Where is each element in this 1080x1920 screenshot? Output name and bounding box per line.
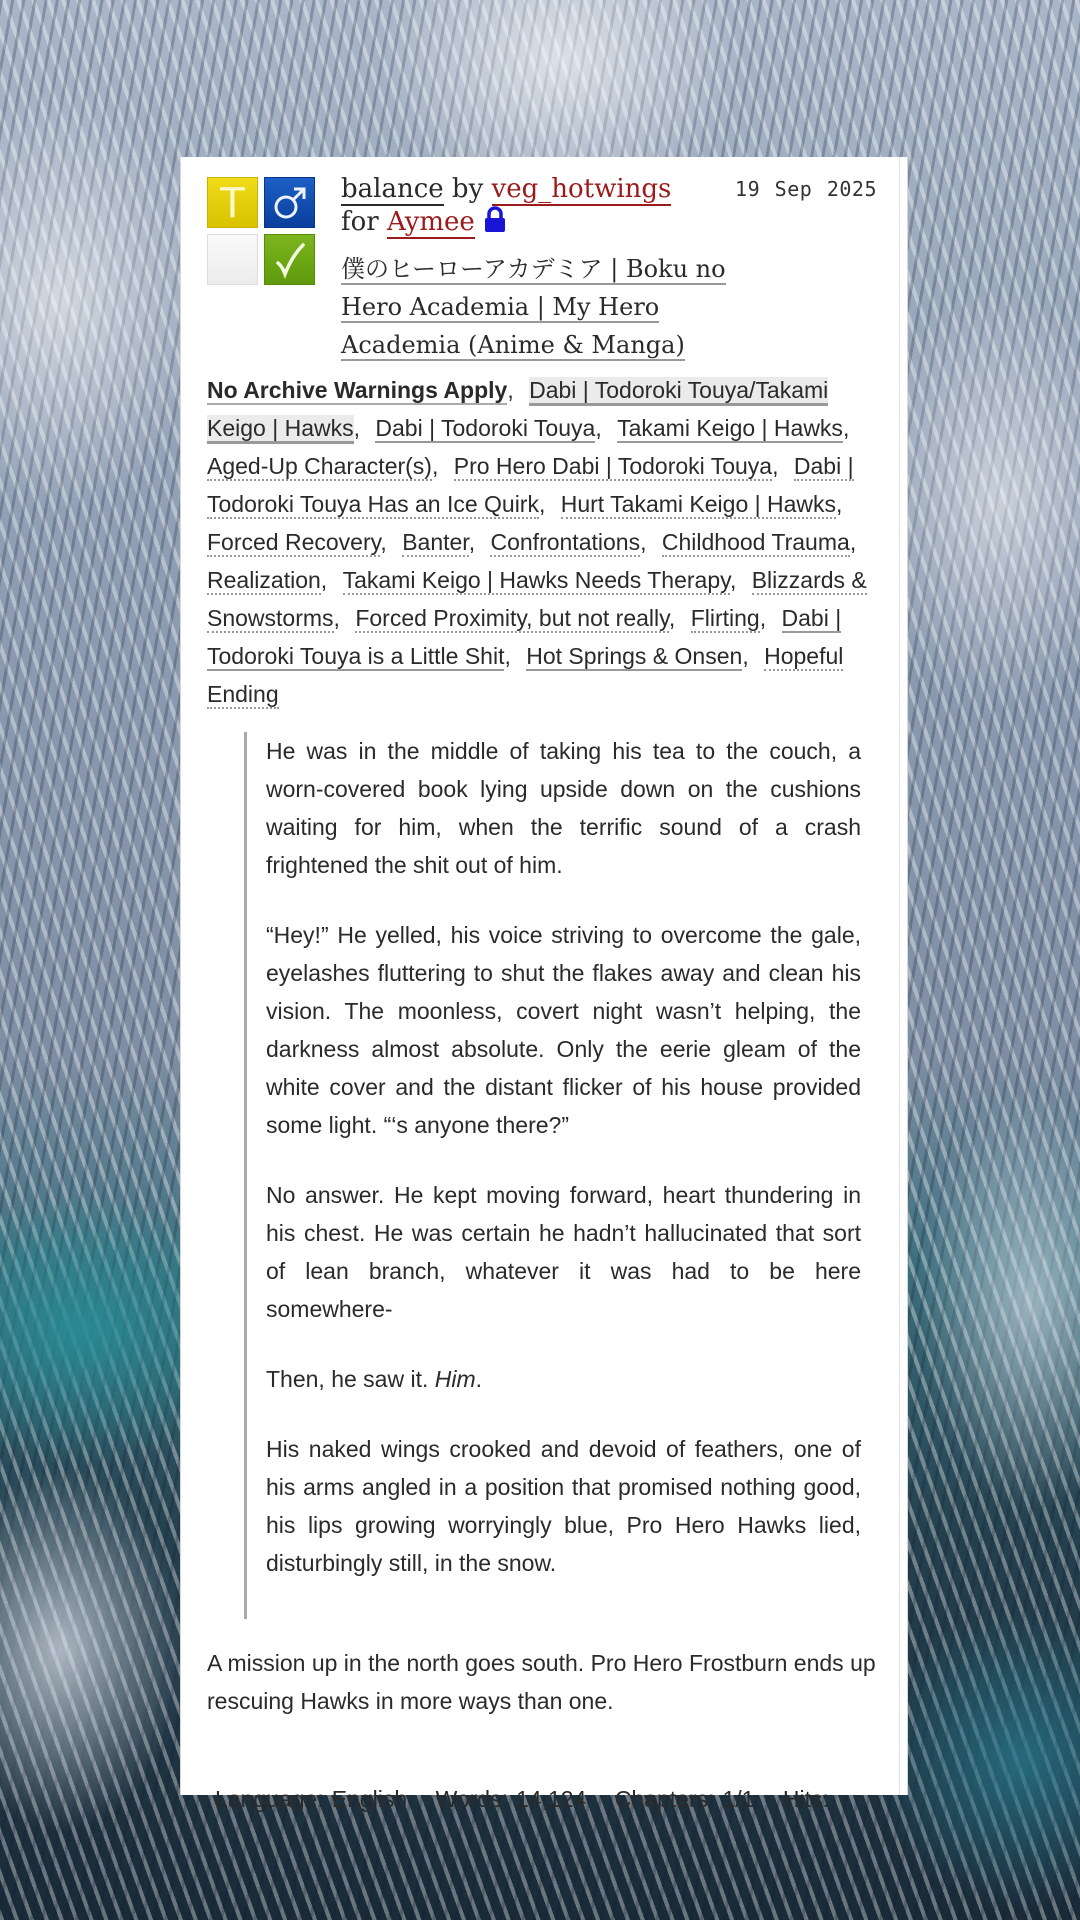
summary: A mission up in the north goes south. Pro Hero Frostburn ends up rescuing Hawks in more ways than one. [207, 1650, 876, 1714]
tag-character[interactable]: Takami Keigo | Hawks [617, 415, 843, 441]
tag-freeform[interactable]: Forced Recovery [207, 529, 381, 555]
required-tags [207, 177, 319, 289]
tag-separator: , [759, 605, 773, 631]
tag-separator: , [640, 529, 653, 555]
work-heading [341, 173, 741, 364]
tag-freeform[interactable]: Takami Keigo | Hawks Needs Therapy [342, 567, 730, 593]
category-mm-icon[interactable] [264, 177, 315, 228]
excerpt-emphasis: Him [434, 1366, 476, 1392]
tag-separator: , [595, 415, 609, 441]
tag-freeform[interactable]: Aged-Up Character(s) [207, 453, 432, 479]
excerpt-text: Then, he saw it. [266, 1366, 435, 1392]
tag-separator: , [333, 605, 347, 631]
tag-freeform[interactable]: Flirting [690, 605, 760, 631]
tag-character[interactable]: Dabi | Todoroki Touya is a Little Shit [207, 605, 842, 669]
tag-freeform[interactable]: Childhood Trauma [661, 529, 850, 555]
fandom-link[interactable]: 僕のヒーローアカデミア | Boku no Hero Academia | My Hero Academia (Anime & Manga) [341, 255, 726, 359]
tag-separator: , [380, 529, 394, 555]
excerpt-paragraph: He was in the middle of taking his tea to the couch, a worn-covered book lying upside down on the cushions waiting for him, when the terrific sound of a crash frightened the shit out of him. [266, 738, 861, 878]
tag-relationship[interactable]: Dabi | Todoroki Touya/Takami Keigo | Hawks [207, 377, 828, 444]
language-value: English [331, 1786, 408, 1812]
work-title-link[interactable]: balance [341, 174, 444, 204]
tag-freeform[interactable]: Realization [207, 567, 321, 593]
words-label: Words: [435, 1786, 508, 1812]
tag-separator: , [849, 529, 857, 555]
hits-label: Hits: [782, 1786, 829, 1812]
tag-separator: , [772, 453, 785, 479]
tag-freeform[interactable]: Pro Hero Dabi | Todoroki Touya [453, 453, 773, 479]
rating-teen-icon[interactable]: T [207, 177, 258, 228]
author-link[interactable]: veg_hotwings [491, 174, 672, 204]
tag-separator: , [353, 415, 367, 441]
chapters-label: Chapters: [614, 1786, 715, 1812]
tag-separator: , [742, 643, 756, 669]
excerpt-paragraph: “Hey!” He yelled, his voice striving to overcome the gale, eyelashes fluttering to shut the flakes away and clean his vision. The moonless, covert night wasn’t helping, the darkness almost absolute. Only the eerie gleam of the white cover and the distant flicker of his house provided some light. “‘s anyone there?” [266, 922, 861, 1138]
tag-freeform[interactable]: Banter [402, 529, 469, 555]
tag-freeform[interactable]: Forced Proximity, but not really [355, 605, 669, 631]
tag-separator: , [538, 491, 552, 517]
lock-icon [483, 206, 507, 242]
tag-freeform[interactable]: Dabi | Todoroki Touya Has an Ice Quirk [207, 453, 854, 517]
tag-freeform[interactable]: Confrontations [490, 529, 641, 555]
by-label: by [451, 174, 484, 204]
tag-separator: , [842, 415, 850, 441]
chapters-value: 1/1 [722, 1786, 755, 1812]
tag-separator: , [668, 605, 682, 631]
excerpt-paragraph: No answer. He kept moving forward, heart thundering in his chest. He was certain he hadn’t hallucinated that sort of lean branch, whatever it was had to be here somewhere- [266, 1182, 861, 1322]
tag-character[interactable]: Hot Springs & Onsen [526, 643, 743, 669]
for-label: for [341, 207, 379, 237]
tag-separator: , [504, 643, 518, 669]
tag-freeform[interactable]: Hopeful Ending [207, 643, 844, 707]
stats [215, 1784, 895, 1814]
work-blurb [180, 157, 908, 1812]
tag-separator: , [729, 567, 743, 593]
language-label: Language: [215, 1786, 324, 1812]
warning-none-icon[interactable] [207, 234, 258, 285]
tag-separator: , [431, 453, 445, 479]
male-symbol-icon [270, 183, 310, 223]
complete-icon[interactable] [264, 234, 315, 285]
tag-separator: , [836, 491, 843, 517]
tag-separator: , [507, 377, 521, 403]
tag-character[interactable]: Dabi | Todoroki Touya [375, 415, 596, 441]
tag-freeform[interactable]: Hurt Takami Keigo | Hawks [560, 491, 837, 517]
tag-separator: , [468, 529, 482, 555]
checkmark-icon [270, 240, 310, 280]
excerpt-paragraph: His naked wings crooked and devoid of feathers, one of his arms angled in a position that promised nothing good, his lips growing worryingly blue, Pro Hero Hawks lied, disturbingly still, in the snow. [266, 1436, 861, 1576]
tag-warning[interactable]: No Archive Warnings Apply [207, 377, 508, 403]
tag-freeform[interactable]: Blizzards & Snowstorms [207, 567, 867, 631]
date-published: 19 Sep 2025 [735, 177, 877, 201]
words-value: 14,124 [516, 1786, 587, 1812]
recipient-link[interactable]: Aymee [386, 207, 475, 237]
excerpt-text: . [475, 1366, 483, 1392]
tag-separator: , [320, 567, 334, 593]
excerpt-paragraph [266, 1360, 861, 1398]
tags-list [207, 371, 887, 713]
excerpt-blockquote [244, 732, 880, 1619]
